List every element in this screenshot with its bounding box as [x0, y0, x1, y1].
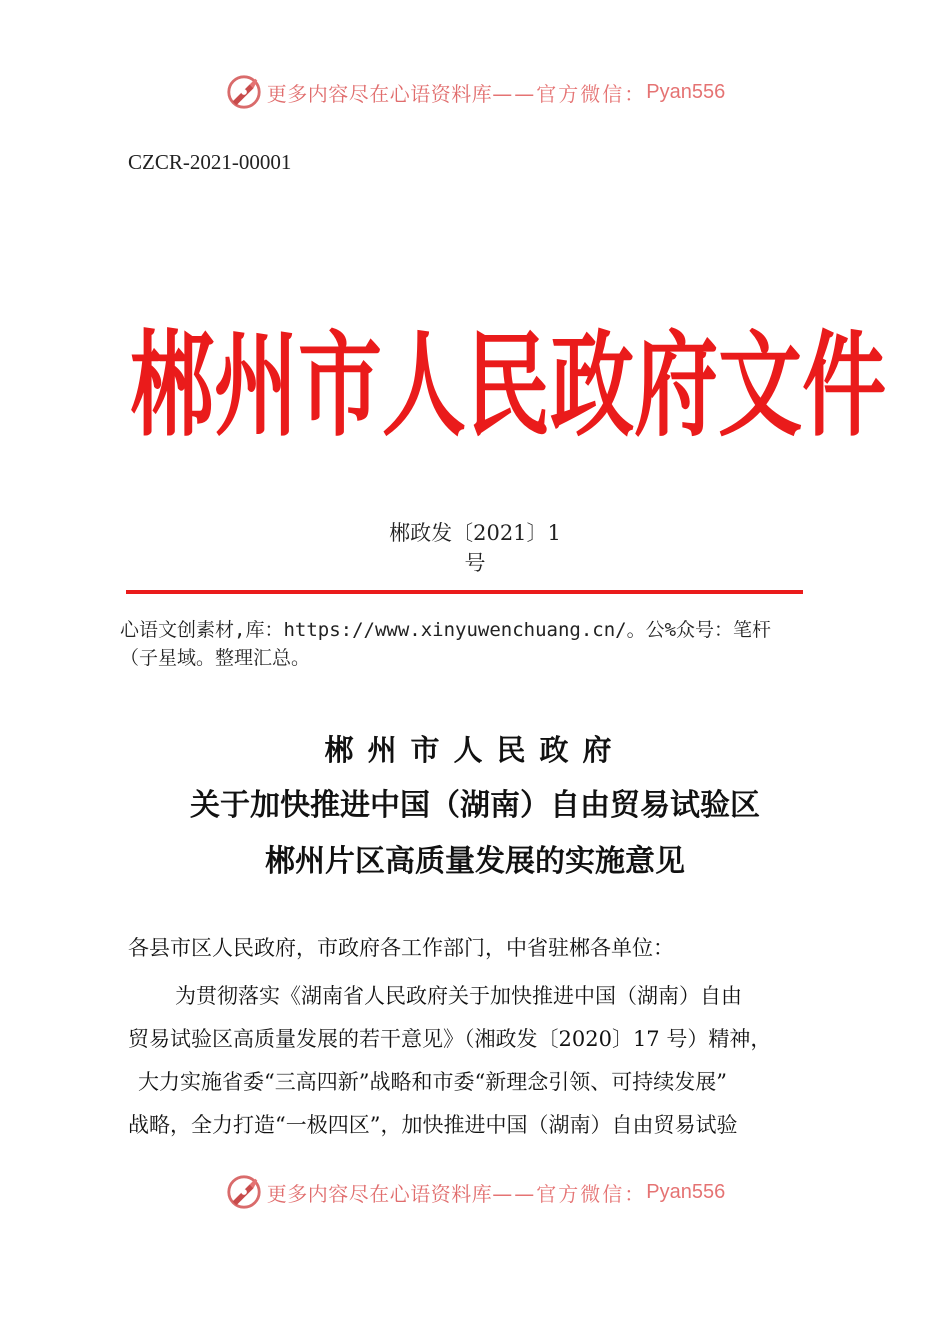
body-line: 战略，全力打造“一极四区”，加快推进中国（湖南）自由贸易试验: [128, 1113, 738, 1137]
red-divider: [126, 590, 803, 594]
body-paragraph: [128, 975, 838, 1147]
banner-text-main: 更多内容尽在心语资料库: [266, 1181, 493, 1206]
document-title: [100, 722, 850, 890]
document-number: [340, 518, 610, 578]
banner-text-id: Pyan556: [646, 1180, 726, 1203]
body-line: 为贯彻落实《湖南省人民政府关于加快推进中国（湖南）自由: [175, 984, 742, 1008]
body-line: 大力实施省委“三高四新”战略和市委“新理念引领、可持续发展”: [138, 1070, 727, 1094]
document-number-line1: 郴政发〔2021〕1: [389, 521, 561, 545]
watermark-line2: （子星域。整理汇总。: [120, 647, 311, 669]
headline-char: 市: [298, 318, 383, 453]
header-banner: [0, 70, 950, 114]
document-headline: [130, 318, 887, 453]
pen-nib-logo-icon: [225, 1173, 263, 1211]
title-line1: 郴州市人民政府: [324, 733, 626, 767]
document-number-line2: 号: [464, 551, 486, 575]
headline-char: 文: [718, 318, 803, 453]
banner-text-official: ——官方微信：: [492, 1181, 647, 1206]
title-line2: 关于加快推进中国（湖南）自由贸易试验区: [190, 788, 760, 823]
body-line: 贸易试验区高质量发展的若干意见》（湘政发〔2020〕17 号）精神，: [128, 1027, 772, 1051]
headline-char: 人: [382, 318, 467, 453]
banner-text-official: ——官方微信：: [492, 81, 647, 106]
headline-char: 府: [634, 318, 719, 453]
headline-char: 州: [214, 318, 299, 453]
document-id: CZCR-2021-00001: [128, 150, 292, 174]
salutation: 各县市区人民政府，市政府各工作部门，中省驻郴各单位：: [128, 936, 674, 960]
banner-text-main: 更多内容尽在心语资料库: [266, 81, 493, 106]
banner-text-id: Pyan556: [646, 80, 726, 103]
pen-nib-logo-icon: [225, 73, 263, 111]
title-line3: 郴州片区高质量发展的实施意见: [265, 844, 685, 879]
watermark-line1: 心语文创素材,库：https://www.xinyuwenchuang.cn/。公%众号：笔杆: [120, 619, 772, 641]
headline-char: 民: [466, 318, 551, 453]
headline-char: 郴: [130, 318, 215, 453]
headline-char: 件: [802, 318, 887, 453]
footer-banner: [0, 1170, 950, 1214]
headline-char: 政: [550, 318, 635, 453]
watermark-text: [120, 616, 880, 672]
